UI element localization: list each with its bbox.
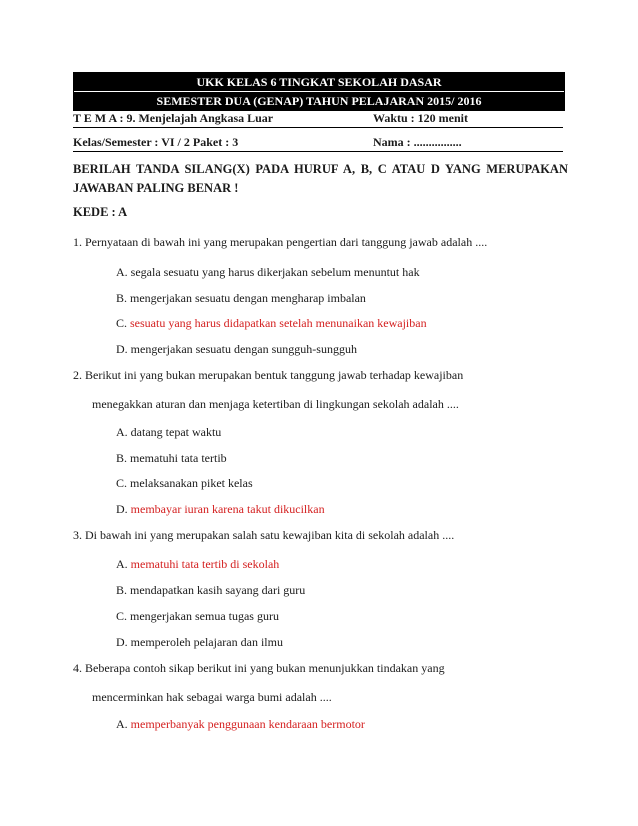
option-2d[interactable]: D. membayar iuran karena takut dikucilkan	[116, 502, 325, 516]
question-4-cont: mencerminkan hak sebagai warga bumi adalah ....	[92, 690, 332, 704]
tema-label: T E M A : 9. Menjelajah Angkasa Luar	[73, 111, 274, 125]
option-1c[interactable]: C. sesuatu yang harus didapatkan setelah menunaikan kewajiban	[116, 316, 427, 330]
option-3d[interactable]: D. memperoleh pelajaran dan ilmu	[116, 635, 283, 649]
option-1b[interactable]: B. mengerjakan sesuatu dengan mengharap imbalan	[116, 291, 366, 305]
waktu-label: Waktu : 120 menit	[373, 111, 469, 125]
question-1: 1. Pernyataan di bawah ini yang merupakan pengertian dari tanggung jawab adalah ....	[73, 235, 488, 249]
nama-field: Nama : ................	[373, 135, 462, 149]
option-4a[interactable]: A. memperbanyak penggunaan kendaraan bermotor	[116, 717, 365, 731]
question-2: 2. Berikut ini yang bukan merupakan bentuk tanggung jawab terhadap kewajiban	[73, 368, 464, 382]
divider	[73, 127, 563, 128]
instructions: BERILAH TANDA SILANG(X) PADA HURUF A, B, C ATAU D YANG MERUPAKAN JAWABAN PALING BENAR !	[73, 162, 568, 195]
option-2a[interactable]: A. datang tepat waktu	[116, 425, 222, 439]
option-2c[interactable]: C. melaksanakan piket kelas	[116, 476, 253, 490]
header-title: UKK KELAS 6 TINGKAT SEKOLAH DASAR	[196, 75, 442, 89]
kelas-label: Kelas/Semester : VI / 2 Paket : 3	[73, 135, 239, 149]
exam-header	[73, 72, 565, 111]
option-3b[interactable]: B. mendapatkan kasih sayang dari guru	[116, 583, 306, 597]
kede-label: KEDE : A	[73, 205, 128, 219]
option-2b[interactable]: B. mematuhi tata tertib	[116, 451, 227, 465]
question-3: 3. Di bawah ini yang merupakan salah satu kewajiban kita di sekolah adalah ....	[73, 528, 455, 542]
divider	[73, 151, 563, 152]
option-3a[interactable]: A. mematuhi tata tertib di sekolah	[116, 557, 280, 571]
option-1d[interactable]: D. mengerjakan sesuatu dengan sungguh-sungguh	[116, 342, 357, 356]
question-2-cont: menegakkan aturan dan menjaga ketertiban di lingkungan sekolah adalah ....	[92, 397, 459, 411]
question-4: 4. Beberapa contoh sikap berikut ini yang bukan menunjukkan tindakan yang	[73, 661, 445, 675]
header-semester: SEMESTER DUA (GENAP) TAHUN PELAJARAN 2015/ 2016	[74, 91, 564, 110]
option-1a[interactable]: A. segala sesuatu yang harus dikerjakan sebelum menuntut hak	[116, 265, 420, 279]
option-3c[interactable]: C. mengerjakan semua tugas guru	[116, 609, 279, 623]
